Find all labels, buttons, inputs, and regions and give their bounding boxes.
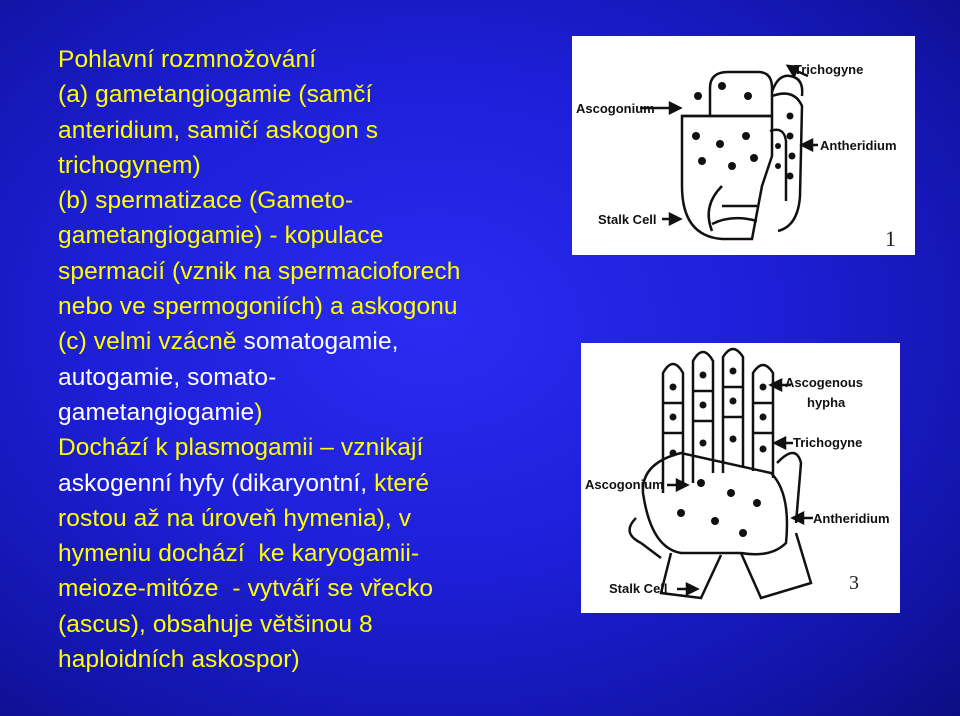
text-segment: (b) spermatizace (Gameto- <box>58 187 354 215</box>
text-line <box>58 218 578 253</box>
figure-3-label-stalk-cell: Stalk Cell <box>609 581 668 596</box>
figure-3-diagram <box>581 343 900 613</box>
text-line <box>58 642 578 677</box>
text-line <box>58 113 578 148</box>
text-line <box>58 183 578 218</box>
text-segment: hymeniu dochází ke karyogamii- <box>58 540 420 568</box>
figure-3-arrows <box>667 380 813 594</box>
figure-3-label-ascogonium: Ascogonium <box>585 477 664 492</box>
text-line <box>58 289 578 324</box>
text-line <box>58 536 578 571</box>
figure-1-diagram <box>572 36 915 255</box>
figure-1-number: 1 <box>885 226 896 251</box>
text-segment: ) <box>254 398 263 426</box>
figure-3-number: 3 <box>849 572 859 594</box>
text-segment: (a) gametangiogamie (samčí <box>58 81 373 109</box>
text-line <box>58 430 578 465</box>
text-segment: trichogynem) <box>58 151 201 179</box>
text-line <box>58 360 578 395</box>
text-line <box>58 395 578 430</box>
text-segment: haploidních askospor) <box>58 646 300 674</box>
text-segment: meioze-mitóze - vytváří se vřecko <box>58 575 434 603</box>
text-segment: anteridium, samičí askogon s <box>58 116 379 144</box>
text-line <box>58 324 578 359</box>
figure-3-drawing <box>630 349 811 598</box>
figure-1-label-antheridium: Antheridium <box>820 138 897 153</box>
text-segment: autogamie, somato- <box>58 363 277 391</box>
text-line <box>58 466 578 501</box>
text-segment: gametangiogamie) - kopulace <box>58 222 384 250</box>
figure-3-label-trichogyne: Trichogyne <box>793 435 863 450</box>
slide-text <box>58 42 578 677</box>
figure-1-panel <box>572 36 915 255</box>
text-segment: které <box>374 469 430 497</box>
text-segment: Dochází k plasmogamii – vznikají <box>58 434 424 462</box>
text-segment: Pohlavní rozmnožování <box>58 46 317 73</box>
text-line <box>58 148 578 183</box>
text-segment: gametangiogamie <box>58 398 255 426</box>
text-segment: nebo ve spermogoniích) a askogonu <box>58 293 458 321</box>
figure-1-label-stalk-cell: Stalk Cell <box>598 212 657 227</box>
text-segment: (ascus), obsahuje většinou 8 <box>58 610 373 638</box>
figure-1-label-ascogonium: Ascogonium <box>576 101 655 116</box>
figure-1-label-trichogyne: Trichogyne <box>794 62 864 77</box>
text-line <box>58 77 578 112</box>
text-segment: spermacií (vznik na spermacioforech <box>58 257 461 285</box>
text-line <box>58 607 578 642</box>
text-segment: (c) velmi vzácně <box>58 328 244 356</box>
figure-3-label-ascogenous: Ascogenous <box>785 375 864 390</box>
figure-1-arrows <box>640 66 818 224</box>
figure-3-label-hypha: hypha <box>807 395 846 410</box>
text-line <box>58 254 578 289</box>
text-segment: askogenní hyfy (dikaryontní, <box>58 469 375 497</box>
text-line <box>58 501 578 536</box>
text-segment: somatogamie, <box>243 328 399 356</box>
text-segment: rostou až na úroveň hymenia), v <box>58 504 412 532</box>
text-line <box>58 42 578 77</box>
text-line <box>58 571 578 606</box>
figure-3-label-antheridium: Antheridium <box>813 511 890 526</box>
figure-3-panel <box>581 343 900 613</box>
